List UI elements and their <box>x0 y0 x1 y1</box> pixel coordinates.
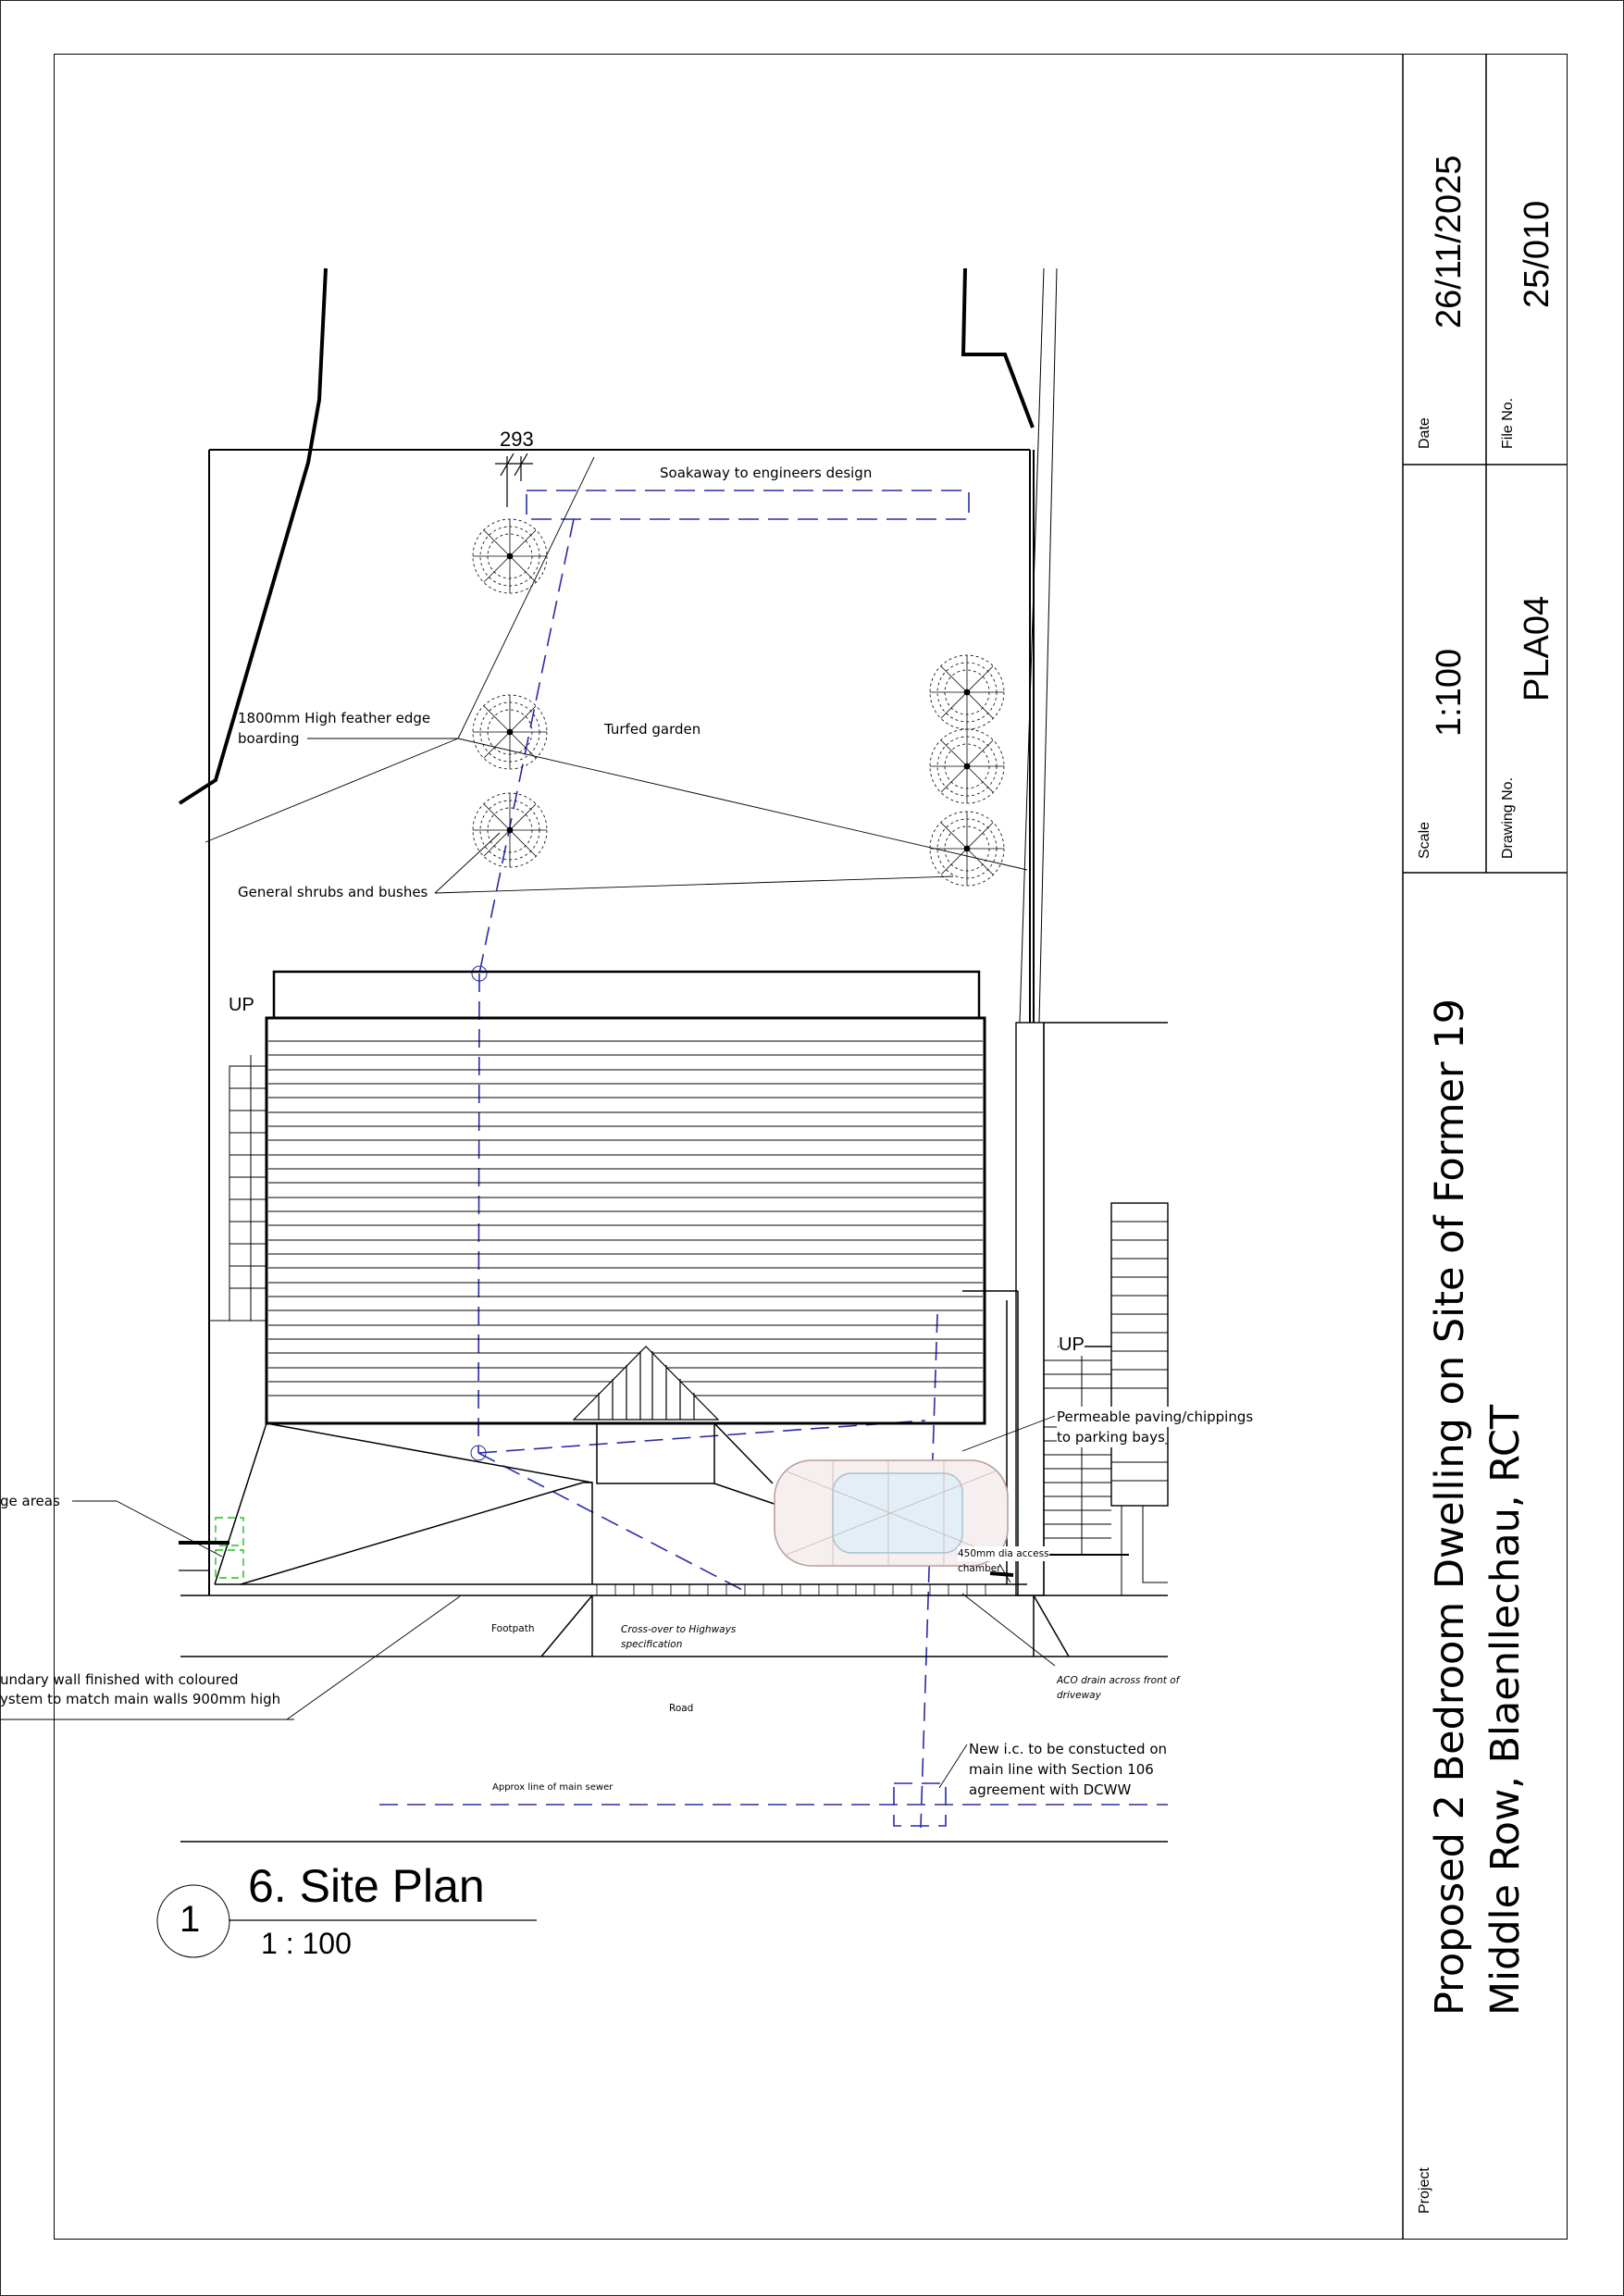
aco-drain-grating <box>597 1584 986 1595</box>
shrubs <box>473 519 1004 886</box>
chamber-note-line1: 450mm dia access <box>958 1548 1049 1559</box>
file-no-value: 25/010 <box>1518 200 1556 308</box>
paving-note-line1: Permeable paving/chippings <box>1057 1409 1254 1425</box>
date-caption: Date <box>1417 417 1432 449</box>
fence-note-line2: boarding <box>238 730 300 747</box>
roof-tile-lines <box>268 1041 983 1396</box>
boundary-wall-note-line1: undary wall finished with coloured <box>0 1671 239 1688</box>
boundary-wall-note-line2: ystem to match main walls 900mm high <box>0 1691 281 1707</box>
up-label-side: UP <box>1059 1334 1085 1355</box>
view-scale: 1 : 100 <box>261 1927 352 1960</box>
footpath-label: Footpath <box>491 1623 535 1634</box>
soakaway-outline <box>527 490 969 519</box>
up-label-rear: UP <box>229 995 254 1015</box>
file-no-caption: File No. <box>1500 397 1516 449</box>
ic-note-line1: New i.c. to be constucted on <box>969 1741 1168 1757</box>
leader-lines <box>0 457 1055 1788</box>
neighbour-property <box>1016 1023 1168 1595</box>
porch-gable <box>574 1347 718 1420</box>
aco-drain-note-line1: ACO drain across front of <box>1057 1675 1180 1686</box>
ic-note-line2: main line with Section 106 <box>969 1761 1154 1778</box>
soakaway-note: Soakaway to engineers design <box>660 465 873 481</box>
paving-note-line2: to parking bays <box>1057 1429 1165 1446</box>
crossover-note-line1: Cross-over to Highways <box>621 1624 737 1635</box>
left-steps <box>209 1055 267 1321</box>
aco-drain-note-line2: driveway <box>1057 1690 1101 1701</box>
chamber-note-line2: chamber <box>958 1563 1001 1574</box>
dimension-label: 293 <box>500 428 534 451</box>
fence-note-line1: 1800mm High feather edge <box>238 710 431 726</box>
view-number: 1 <box>180 1899 201 1940</box>
ic-note-line3: agreement with DCWW <box>969 1781 1132 1798</box>
main-sewer-label: Approx line of main sewer <box>492 1782 614 1793</box>
drawing-no-caption: Drawing No. <box>1500 776 1516 859</box>
turfed-garden-label: Turfed garden <box>604 721 701 738</box>
scale-caption: Scale <box>1417 821 1432 859</box>
date-value: 26/11/2025 <box>1430 155 1469 329</box>
project-title-line2: Middle Row, Blaenllechau, RCT <box>1482 1404 1529 2016</box>
view-title: 6. Site Plan <box>248 1860 485 1912</box>
shrubs-note: General shrubs and bushes <box>238 884 428 900</box>
scale-value: 1:100 <box>1430 648 1469 737</box>
project-title-line1: Proposed 2 Bedroom Dwelling on Site of Former 19 <box>1427 998 1473 2016</box>
project-caption: Project <box>1417 2167 1432 2214</box>
road-label: Road <box>669 1703 694 1714</box>
drawing-no-value: PLA04 <box>1518 595 1556 701</box>
crossover-note-line2: specification <box>621 1639 683 1650</box>
dimension-293 <box>495 453 533 507</box>
storage-areas-note: ge areas <box>0 1493 60 1509</box>
